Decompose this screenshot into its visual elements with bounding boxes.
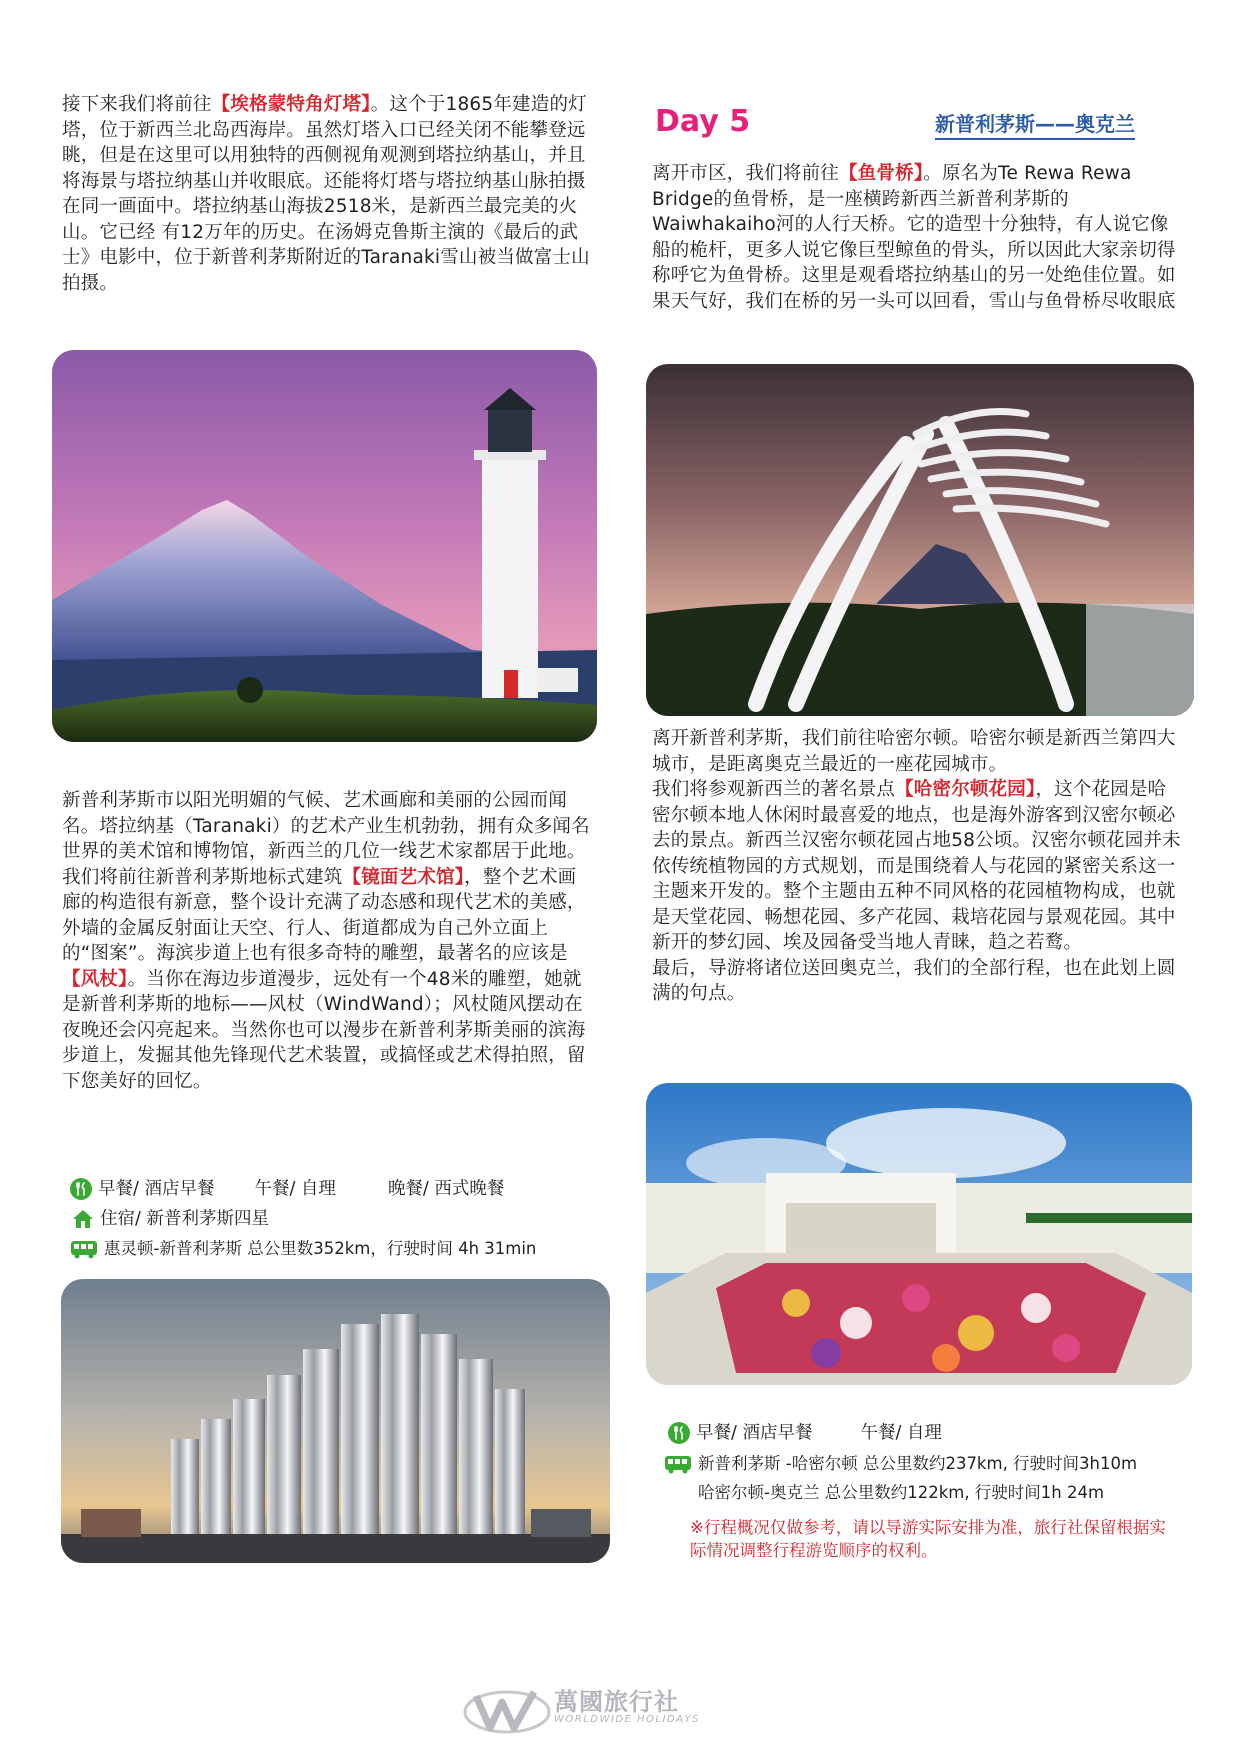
highlight-fishbone-bridge: 【鱼骨桥】 [839,163,924,184]
highlight-lighthouse: 【埃格蒙特角灯塔】 [211,94,371,115]
hamilton-paragraph: 离开新普利茅斯，我们前往哈密尔顿。哈密尔顿是新西兰第四大城市，是距离奥克兰最近的一座花园城市。 我们将参观新西兰的著名景点【哈密尔顿花园】，这个花园是哈密尔顿本地人休闲时最喜爱的地点，也是海外游客到汉密尔顿必去的景点。新西兰汉密尔顿花园占地58公顷。汉密尔顿花园并未依传统植物园的方式规划，而是围绕着人与花园的紧密关系这一主题来开发的。整个主题由五种不同风格的花园植物构成，也就是天堂花园、畅想花园、多产花园、栽培花园与景观花园。其中新开的梦幻园、埃及园备受当地人青睐，趋之若鹜。 最后，导游将诸位送回奥克兰，我们的全部行程，也在此划上圆满的句点。 [652,728,1181,1004]
right-meals-row: 早餐/ 酒店早餐 午餐/ 自理 [668,1420,942,1446]
right-drive-row-1: 新普利茅斯 -哈密尔顿 总公里数约237km, 行驶时间3h10m [664,1451,1137,1477]
bus-icon [70,1238,98,1260]
left-drive-row: 惠灵顿-新普利茅斯 总公里数352km，行驶时间 4h 31min [70,1236,536,1262]
lodging-row: 住宿/ 新普利茅斯四星 [72,1206,269,1232]
art-gallery-paragraph: 新普利茅斯市以阳光明媚的气候、艺术画廊和美丽的公园而闻名。塔拉纳基（Taranaki）的艺术产业生机勃勃，拥有众多闻名世界的美术馆和博物馆，新西兰的几位一线艺术家都居于此地。我们将前往新普利茅斯地标式建筑【镜面艺术馆】，整个艺术画廊的构造很有新意，整个设计充满了动态感和现代艺术的美感，外墙的金属反射面让天空、行人、街道都成为自己外立面上的“图案”。海滨步道上也有很多奇特的雕塑，最著名的应该是【风杖】。当你在海边步道漫步，远处有一个48米的雕塑，她就是新普利茅斯的地标——风杖（WindWand）；风杖随风摆动在夜晚还会闪亮起来。当然你也可以漫步在新普利茅斯美丽的滨海步道上，发掘其他先锋现代艺术装置，或搞怪或艺术得拍照，留下您美好的回忆。 [62,790,590,1092]
logo-english: WORLDWIDE HOLIDAYS [554,1714,700,1725]
fork-knife-icon [668,1422,690,1444]
highlight-mirror-gallery: 【镜面艺术馆】 [342,866,465,888]
lighthouse-intro: 接下来我们将前往【埃格蒙特角灯塔】。这个于1865年建造的灯塔，位于新西兰北岛西海岸。虽然灯塔入口已经关闭不能攀登远眺，但是在这里可以用独特的西侧视角观测到塔拉纳基山，并且将海景与塔拉纳基山并收眼底。还能将灯塔与塔拉纳基山脉拍摄在同一画面中。塔拉纳基山海拔2518米，是新西兰最完美的火山。它已经 有12万年的历史。在汤姆克鲁斯主演的《最后的武士》电影中，位于新普利茅斯附近的Taranaki雪山被当做富士山拍摄。 [62,94,590,294]
bus-icon [664,1453,692,1475]
left-meals-row: 早餐/ 酒店早餐 午餐/ 自理 晚餐/ 西式晚餐 [70,1176,504,1202]
company-logo [462,1680,722,1740]
mirror-gallery-photo [61,1279,610,1563]
hamilton-garden-photo [646,1083,1192,1385]
right-drive-row-2: 哈密尔顿-奥克兰 总公里数约122km, 行驶时间1h 24m [698,1483,1105,1502]
highlight-hamilton-garden: 【哈密尔顿花园】 [895,779,1036,800]
house-icon [72,1208,94,1230]
day-label: Day 5 [655,104,751,139]
fork-knife-icon [70,1178,92,1200]
fishbone-bridge-photo [646,364,1194,716]
highlight-wind-wand: 【风杖】 [62,968,128,990]
logo-chinese: 萬國旅行社 [554,1688,679,1716]
lighthouse-photo [52,350,597,742]
route-title: 新普利茅斯——奥克兰 [935,108,1135,140]
worldwide-logo-icon [462,1682,552,1738]
fishbone-bridge-paragraph: 离开市区，我们将前往【鱼骨桥】。原名为Te Rewa Rewa Bridge的鱼骨桥，是一座横跨新西兰新普利茅斯的Waiwhakaiho河的人行天桥。它的造型十分独特，有人说它像船的桅杆，更多人说它像巨型鲸鱼的骨头，所以因此大家亲切得称呼它为鱼骨桥。这里是观看塔拉纳基山的另一处绝佳位置。如果天气好，我们在桥的另一头可以回看，雪山与鱼骨桥尽收眼底 [652,163,1176,312]
disclaimer-note: ※行程概况仅做参考，请以导游实际安排为准，旅行社保留根据实际情况调整行程游览顺序的权利。 [690,1518,1166,1560]
